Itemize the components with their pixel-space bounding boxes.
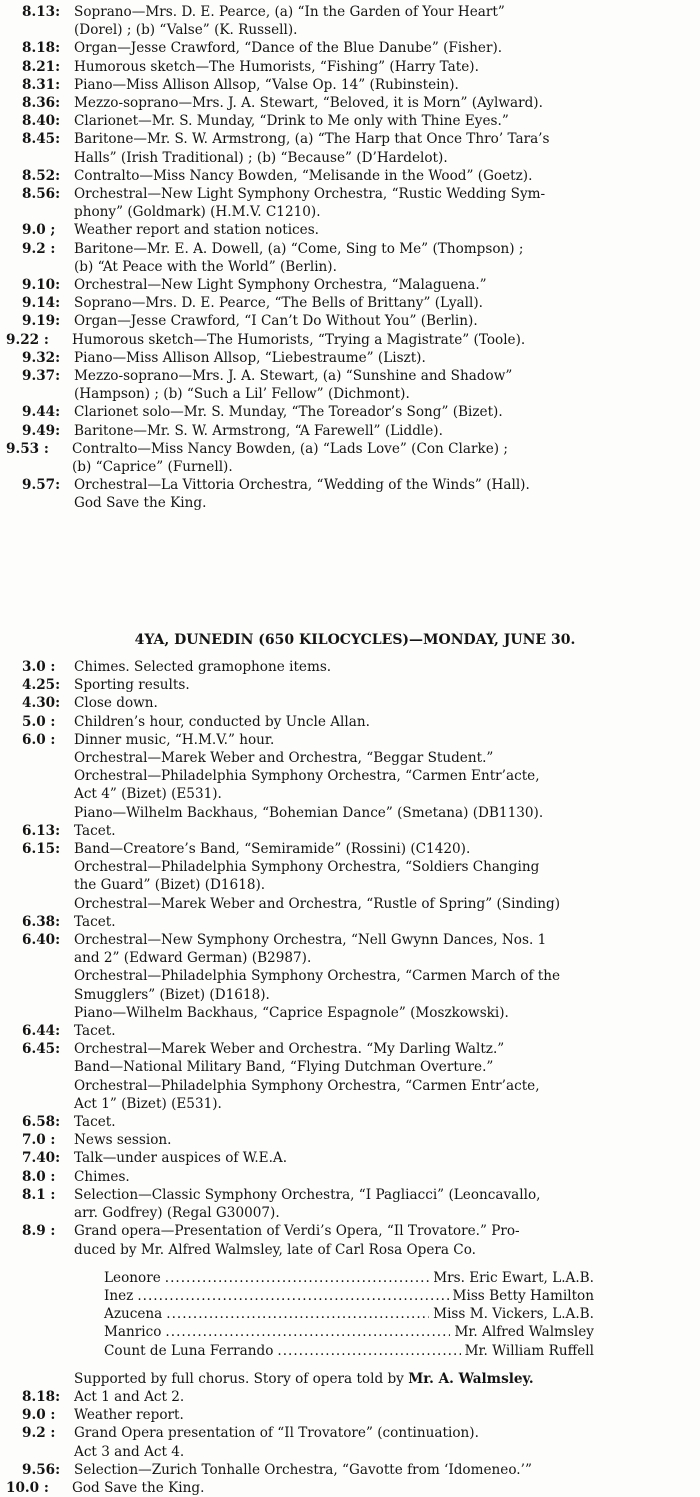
entry-description <box>72 1479 700 1497</box>
cast-role: Leonore <box>104 1269 161 1286</box>
entry-line: Tacet. <box>74 913 116 930</box>
entry-description <box>74 1058 700 1076</box>
entry-time: 8.56: <box>22 186 61 203</box>
entry-description <box>74 221 700 239</box>
entry-line: Humorous sketch—The Humorists, “Trying a Magistrate” (Toole). <box>72 331 526 348</box>
entry-line: Baritone—Mr. E. A. Dowell, (a) “Come, Sing to Me” (Thompson) ; <box>74 240 524 257</box>
programme-entry <box>0 804 700 822</box>
entry-line: Selection—Zurich Tonhalle Orchestra, “Gavotte from ‘Idomeneo.’” <box>74 1461 532 1478</box>
entry-description <box>74 112 700 130</box>
entry-description <box>74 1168 700 1186</box>
cast-role: Azucena <box>104 1306 163 1323</box>
entry-line: Act 1 and Act 2. <box>74 1388 185 1405</box>
cast-actor: Mr. Alfred Walmsley <box>454 1324 594 1341</box>
programme-entry <box>0 1004 700 1022</box>
cast-role: Manrico <box>104 1324 162 1341</box>
entry-description <box>74 931 700 967</box>
dot-leader <box>277 1342 460 1360</box>
entry-time: 9.14: <box>22 295 61 312</box>
cast-role: Inez <box>104 1287 134 1304</box>
entry-line: God Save the King. <box>72 1479 205 1496</box>
entry-line: Tacet. <box>74 822 116 839</box>
entry-description <box>74 367 700 403</box>
entry-time: 4.25: <box>22 677 61 694</box>
entry-line: Act 1” (Bizet) (E531). <box>74 1095 222 1112</box>
programme-entry <box>0 1131 700 1149</box>
entry-line: Grand Opera presentation of “Il Trovatore” (continuation). <box>74 1425 479 1442</box>
programme-entry <box>0 1388 700 1406</box>
entry-time: 7.40: <box>22 1150 61 1167</box>
entry-line: (b) “Caprice” (Furnell). <box>72 459 233 476</box>
entry-time: 9.53 : <box>6 440 49 457</box>
programme-entry <box>0 1479 700 1497</box>
programme-entry <box>0 1424 700 1460</box>
entry-line: Orchestral—Marek Weber and Orchestra. “My Darling Waltz.” <box>74 1041 505 1058</box>
entry-description <box>74 767 700 803</box>
entry-description <box>74 1406 700 1424</box>
opera-cast-list <box>104 1269 594 1360</box>
cast-row <box>104 1323 594 1341</box>
programme-entry <box>0 58 700 76</box>
entry-time: 9.2 : <box>22 240 56 257</box>
entry-line: Chimes. Selected gramophone items. <box>74 659 332 675</box>
programme-entry <box>0 967 700 1003</box>
entry-time: 8.36: <box>22 95 61 112</box>
entry-line: Orchestral—Philadelphia Symphony Orchestra, “Soldiers Changing <box>74 859 540 876</box>
entry-description <box>74 749 700 767</box>
programme-entry <box>0 476 700 512</box>
entry-description <box>74 185 700 221</box>
entry-description <box>74 1040 700 1058</box>
entry-description <box>74 895 700 913</box>
entry-line: Mezzo-soprano—Mrs. J. A. Stewart, “Beloved, it is Morn” (Aylward). <box>74 95 543 112</box>
entry-line: duced by Mr. Alfred Walmsley, late of Carl Rosa Opera Co. <box>74 1241 476 1258</box>
entry-description <box>74 694 700 712</box>
cast-actor: Miss M. Vickers, L.A.B. <box>433 1306 594 1323</box>
entry-description <box>74 840 700 858</box>
entry-description <box>74 312 700 330</box>
entry-description <box>74 658 700 676</box>
cast-role: Count de Luna Ferrando <box>104 1342 274 1359</box>
entry-time: 6.15: <box>22 841 61 858</box>
programme-entry <box>0 167 700 185</box>
programme-entry <box>0 840 700 858</box>
entry-line: Soprano—Mrs. D. E. Pearce, (a) “In the Garden of Your Heart” <box>74 4 505 20</box>
station-heading: 4YA, DUNEDIN (650 KILOCYCLES)—MONDAY, JUNE 30. <box>134 632 576 648</box>
entry-time: 8.1 : <box>22 1186 56 1203</box>
entry-line: News session. <box>74 1132 172 1149</box>
programme-entry <box>0 1058 700 1076</box>
entry-line: Weather report. <box>74 1407 184 1424</box>
entry-line: Tacet. <box>74 1114 116 1131</box>
entry-line: Children’s hour, conducted by Uncle Allan. <box>74 713 370 730</box>
entry-line: Orchestral—Philadelphia Symphony Orchestra, “Carmen March of the <box>74 968 561 985</box>
chorus-note <box>0 1370 700 1388</box>
entry-line: Orchestral—Philadelphia Symphony Orchestra, “Carmen Entr’acte, <box>74 1077 540 1094</box>
programme-section-3ya-evening <box>0 3 700 513</box>
programme-entry <box>0 349 700 367</box>
entry-time: 8.21: <box>22 58 61 75</box>
programme-entry <box>0 1168 700 1186</box>
dot-leader <box>165 1269 429 1287</box>
programme-entry <box>0 130 700 166</box>
entry-description <box>74 240 700 276</box>
entry-description <box>72 440 700 476</box>
programme-entry <box>0 76 700 94</box>
entry-line: Baritone—Mr. S. W. Armstrong, (a) “The Harp that Once Thro’ Tara’s <box>74 131 550 148</box>
entry-time: 3.0 : <box>22 659 56 675</box>
entry-description <box>74 1077 700 1113</box>
programme-entry <box>0 1022 700 1040</box>
programme-entry <box>0 185 700 221</box>
entry-line: Tacet. <box>74 1023 116 1040</box>
programme-entry <box>0 422 700 440</box>
programme-entry <box>0 1186 700 1222</box>
entry-description <box>74 349 700 367</box>
entry-line: (b) “At Peace with the World” (Berlin). <box>74 258 337 275</box>
entry-line: arr. Godfrey) (Regal G30007). <box>74 1205 280 1222</box>
entry-time: 9.0 : <box>22 1407 56 1424</box>
entry-line: God Save the King. <box>74 495 207 512</box>
entry-line: Orchestral—La Vittoria Orchestra, “Wedding of the Winds” (Hall). <box>74 477 530 494</box>
programme-entry <box>0 367 700 403</box>
entry-line: Talk—under auspices of W.E.A. <box>74 1150 288 1167</box>
entry-description <box>74 713 700 731</box>
programme-entry <box>0 913 700 931</box>
entry-description <box>74 1388 700 1406</box>
programme-entry <box>0 731 700 749</box>
entry-description <box>74 76 700 94</box>
entry-description <box>74 422 700 440</box>
entry-line: phony” (Goldmark) (H.M.V. C1210). <box>74 204 321 221</box>
cast-actor: Mr. William Ruffell <box>464 1342 594 1359</box>
entry-line: Orchestral—New Light Symphony Orchestra, “Rustic Wedding Sym- <box>74 186 546 203</box>
entry-description <box>74 1113 700 1131</box>
cast-actor: Mrs. Eric Ewart, L.A.B. <box>433 1269 594 1286</box>
programme-entry <box>0 331 700 349</box>
programme-entry <box>0 1222 700 1258</box>
entry-time: 8.45: <box>22 131 61 148</box>
entry-time: 8.52: <box>22 167 61 184</box>
programme-entry <box>0 767 700 803</box>
entry-description <box>74 39 700 57</box>
cast-row <box>104 1305 594 1323</box>
entry-description <box>74 3 700 39</box>
entry-line: Soprano—Mrs. D. E. Pearce, “The Bells of Brittany” (Lyall). <box>74 295 483 312</box>
entry-description <box>74 822 700 840</box>
programme-entry <box>0 895 700 913</box>
entry-line: Act 3 and Act 4. <box>74 1443 185 1460</box>
programme-entry <box>0 1040 700 1058</box>
entry-description <box>74 403 700 421</box>
entry-line: Orchestral—Marek Weber and Orchestra, “Beggar Student.” <box>74 750 494 767</box>
entry-time: 8.40: <box>22 113 61 130</box>
entry-time: 8.13: <box>22 4 61 20</box>
dot-leader <box>165 1323 450 1341</box>
programme-entry <box>0 658 700 676</box>
entry-time: 9.10: <box>22 277 61 294</box>
entry-line: Band—National Military Band, “Flying Dutchman Overture.” <box>74 1059 494 1076</box>
entry-description <box>74 1461 700 1479</box>
entry-description <box>74 1131 700 1149</box>
entry-line: Orchestral—Marek Weber and Orchestra, “Rustle of Spring” (Sinding) <box>74 895 561 912</box>
entry-line: Contralto—Miss Nancy Bowden, (a) “Lads Love” (Con Clarke) ; <box>72 440 508 457</box>
programme-section-4ya <box>0 630 700 1497</box>
entry-line: Humorous sketch—The Humorists, “Fishing” (Harry Tate). <box>74 58 479 75</box>
entry-line: Halls” (Irish Traditional) ; (b) “Because” (D’Hardelot). <box>74 149 448 166</box>
entry-time: 5.0 : <box>22 713 56 730</box>
entry-time: 6.40: <box>22 932 61 949</box>
entry-description <box>74 294 700 312</box>
programme-entry <box>0 1149 700 1167</box>
entry-line: Sporting results. <box>74 677 190 694</box>
entry-line: Grand opera—Presentation of Verdi’s Opera, “Il Trovatore.” Pro- <box>74 1223 520 1240</box>
cast-row <box>104 1342 594 1360</box>
cast-row <box>104 1287 594 1305</box>
entry-line: Piano—Wilhelm Backhaus, “Caprice Espagnole” (Moszkowski). <box>74 1004 509 1021</box>
entry-description <box>74 476 700 512</box>
dot-leader <box>166 1305 429 1323</box>
entry-time: 8.9 : <box>22 1223 56 1240</box>
entry-description <box>74 804 700 822</box>
entry-description <box>74 1424 700 1460</box>
entry-time: 9.37: <box>22 368 61 385</box>
programme-entry <box>0 694 700 712</box>
entry-line: Orchestral—New Light Symphony Orchestra, “Malaguena.” <box>74 277 487 294</box>
entry-time: 6.13: <box>22 822 61 839</box>
entry-line: Contralto—Miss Nancy Bowden, “Melisande in the Wood” (Goetz). <box>74 167 533 184</box>
programme-entry <box>0 1113 700 1131</box>
entry-line: Baritone—Mr. S. W. Armstrong, “A Farewell” (Liddle). <box>74 422 443 439</box>
entry-line: the Guard” (Bizet) (D1618). <box>74 877 266 894</box>
entry-line: Close down. <box>74 695 158 712</box>
programme-entry <box>0 39 700 57</box>
entry-description <box>74 967 700 1003</box>
entry-time: 9.0 ; <box>22 222 56 239</box>
programme-entry <box>0 240 700 276</box>
entry-time: 9.32: <box>22 349 61 366</box>
entry-time: 9.44: <box>22 404 61 421</box>
entry-line: Organ—Jesse Crawford, “Dance of the Blue Danube” (Fisher). <box>74 40 503 57</box>
entry-line: Orchestral—New Symphony Orchestra, “Nell Gwynn Dances, Nos. 1 <box>74 932 547 949</box>
entry-description <box>74 276 700 294</box>
programme-entry <box>0 1077 700 1113</box>
entry-description <box>74 1186 700 1222</box>
entry-line: Clarionet—Mr. S. Munday, “Drink to Me only with Thine Eyes.” <box>74 113 509 130</box>
entry-time: 9.56: <box>22 1461 61 1478</box>
programme-entry <box>0 112 700 130</box>
entry-time: 9.57: <box>22 477 61 494</box>
programme-entry <box>0 822 700 840</box>
entry-description <box>74 94 700 112</box>
entry-line: and 2” (Edward German) (B2987). <box>74 950 312 967</box>
entry-line: Band—Creatore’s Band, “Semiramide” (Rossini) (C1420). <box>74 841 471 858</box>
entry-description <box>74 1222 700 1258</box>
programme-entry <box>0 1461 700 1479</box>
entry-time: 6.58: <box>22 1114 61 1131</box>
entry-line: Smugglers” (Bizet) (D1618). <box>74 986 270 1003</box>
chorus-note-narrator: Mr. A. Walmsley. <box>408 1370 534 1387</box>
programme-entry <box>0 1406 700 1424</box>
entry-time: 9.22 : <box>6 331 49 348</box>
cast-actor: Miss Betty Hamilton <box>452 1287 594 1304</box>
entry-time: 6.0 : <box>22 731 56 748</box>
programme-entry <box>0 858 700 894</box>
entry-time: 6.38: <box>22 913 61 930</box>
entry-description <box>74 130 700 166</box>
entry-time: 8.0 : <box>22 1168 56 1185</box>
entry-description <box>74 1004 700 1022</box>
programme-entry <box>0 403 700 421</box>
entry-description <box>74 858 700 894</box>
entry-time: 6.45: <box>22 1041 61 1058</box>
entry-description <box>74 731 700 749</box>
programme-entry <box>0 312 700 330</box>
entry-time: 8.18: <box>22 1388 61 1405</box>
entry-line: Piano—Wilhelm Backhaus, “Bohemian Dance” (Smetana) (DB1130). <box>74 804 544 821</box>
programme-entry <box>0 3 700 39</box>
entry-time: 6.44: <box>22 1023 61 1040</box>
entry-time: 10.0 : <box>6 1479 49 1496</box>
entry-line: Selection—Classic Symphony Orchestra, “I Pagliacci” (Leoncavallo, <box>74 1186 541 1203</box>
entry-time: 9.19: <box>22 313 61 330</box>
programme-entry <box>0 221 700 239</box>
programme-entry <box>0 94 700 112</box>
entry-time: 4.30: <box>22 695 61 712</box>
programme-entry <box>0 713 700 731</box>
entry-line: Orchestral—Philadelphia Symphony Orchestra, “Carmen Entr’acte, <box>74 768 540 785</box>
entry-line: Piano—Miss Allison Allsop, “Liebestraume” (Liszt). <box>74 349 426 366</box>
programme-entry <box>0 276 700 294</box>
entry-line: Weather report and station notices. <box>74 222 320 239</box>
cast-row <box>104 1269 594 1287</box>
entry-description <box>74 1022 700 1040</box>
entry-time: 9.49: <box>22 422 61 439</box>
entry-description <box>74 676 700 694</box>
entry-time: 8.31: <box>22 76 61 93</box>
entry-line: (Dorel) ; (b) “Valse” (K. Russell). <box>74 22 298 39</box>
entry-description <box>72 331 700 349</box>
dot-leader <box>137 1287 448 1305</box>
entry-line: Clarionet solo—Mr. S. Munday, “The Toreador’s Song” (Bizet). <box>74 404 503 421</box>
entry-description <box>74 913 700 931</box>
programme-entry <box>0 440 700 476</box>
entry-line: Organ—Jesse Crawford, “I Can’t Do Without You” (Berlin). <box>74 313 478 330</box>
entry-line: Chimes. <box>74 1168 130 1185</box>
entry-time: 8.18: <box>22 40 61 57</box>
entry-line: (Hampson) ; (b) “Such a Lil’ Fellow” (Dichmont). <box>74 386 410 403</box>
chorus-note-text: Supported by full chorus. Story of opera told by <box>74 1370 409 1387</box>
entry-line: Mezzo-soprano—Mrs. J. A. Stewart, (a) “Sunshine and Shadow” <box>74 368 513 385</box>
entry-line: Piano—Miss Allison Allsop, “Valse Op. 14” (Rubinstein). <box>74 76 459 93</box>
programme-entry <box>0 749 700 767</box>
entry-line: Dinner music, “H.M.V.” hour. <box>74 731 275 748</box>
entry-description <box>74 1149 700 1167</box>
programme-entry <box>0 931 700 967</box>
programme-entry <box>0 294 700 312</box>
entry-time: 7.0 : <box>22 1132 56 1149</box>
entry-time: 9.2 : <box>22 1425 56 1442</box>
programme-list-4ya-late <box>0 1388 700 1497</box>
entry-line: Act 4” (Bizet) (E531). <box>74 786 222 803</box>
programme-entry <box>0 676 700 694</box>
programme-list-4ya <box>0 658 700 1259</box>
entry-description <box>74 58 700 76</box>
entry-description <box>74 167 700 185</box>
